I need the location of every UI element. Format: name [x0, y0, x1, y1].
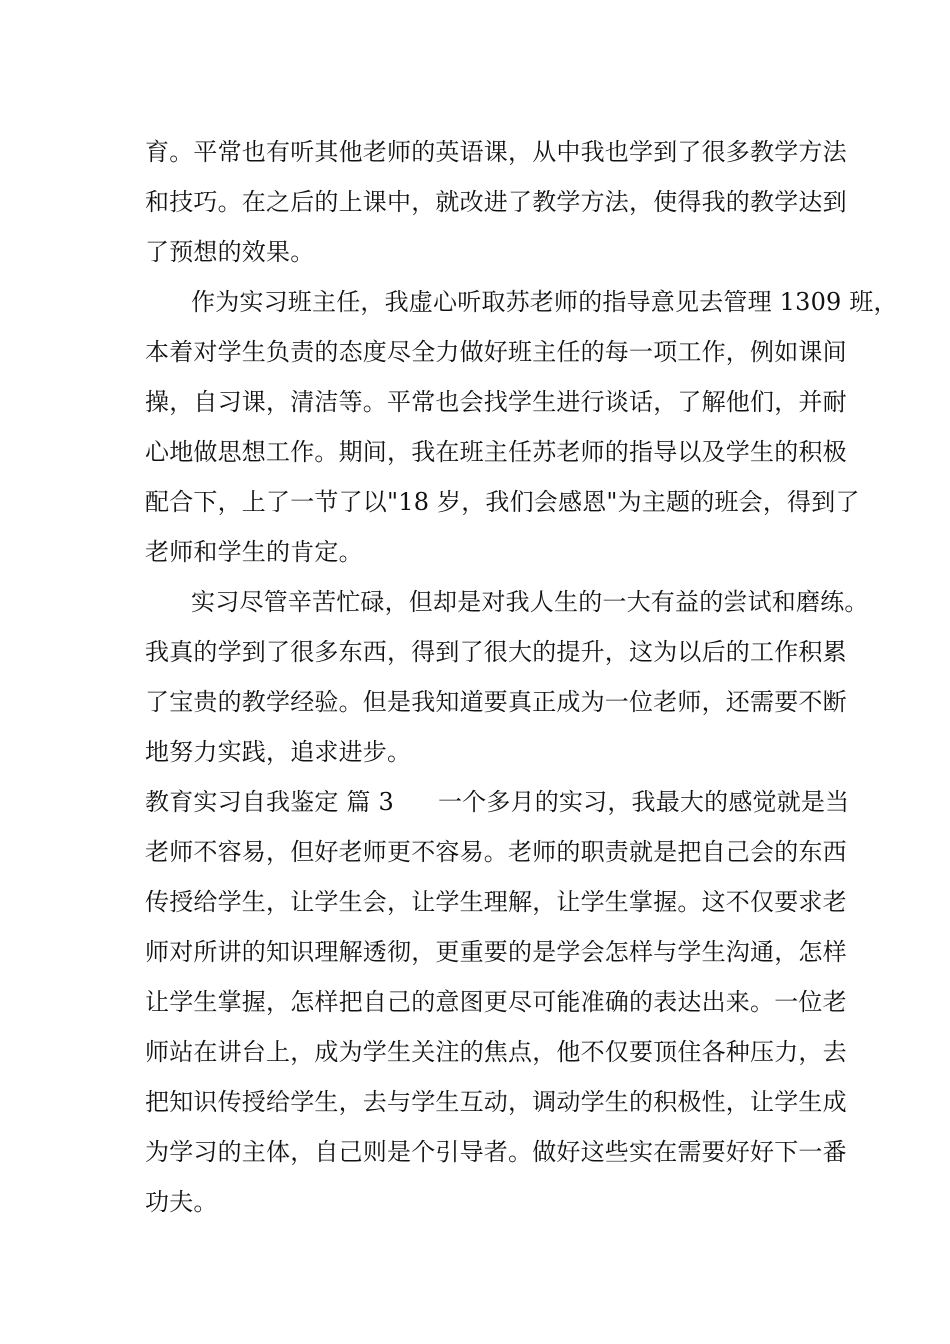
section-heading: 教育实习自我鉴定 篇 3 — [145, 788, 394, 816]
paragraph-line: 了宝贵的教学经验。但是我知道要真正成为一位老师，还需要不断 — [145, 688, 847, 716]
paragraph-line: 配合下，上了一节了以"18 岁，我们会感恩"为主题的班会，得到了 — [145, 488, 860, 516]
paragraph-line: 师对所讲的知识理解透彻，更重要的是学会怎样与学生沟通，怎样 — [145, 938, 847, 966]
paragraph-line: 老师和学生的肯定。 — [145, 538, 363, 566]
paragraph-line: 一个多月的实习，我最大的感觉就是当 — [437, 788, 850, 816]
paragraph-line: 让学生掌握，怎样把自己的意图更尽可能准确的表达出来。一位老 — [145, 988, 847, 1016]
paragraph-line: 操，自习课，清洁等。平常也会找学生进行谈话，了解他们，并耐 — [145, 388, 847, 416]
paragraph-line: 实习尽管辛苦忙碌，但却是对我人生的一大有益的尝试和磨练。 — [191, 588, 869, 616]
paragraph-line: 师站在讲台上，成为学生关注的焦点，他不仅要顶住各种压力，去 — [145, 1038, 847, 1066]
paragraph-line: 心地做思想工作。期间，我在班主任苏老师的指导以及学生的积极 — [145, 438, 847, 466]
paragraph-line: 了预想的效果。 — [145, 238, 315, 266]
paragraph-line: 功夫。 — [145, 1188, 218, 1216]
paragraph-line: 地努力实践，追求进步。 — [145, 738, 412, 766]
paragraph-line: 育。平常也有听其他老师的英语课，从中我也学到了很多教学方法 — [145, 138, 847, 166]
paragraph-line: 传授给学生，让学生会，让学生理解，让学生掌握。这不仅要求老 — [145, 888, 847, 916]
paragraph-line: 我真的学到了很多东西，得到了很大的提升，这为以后的工作积累 — [145, 638, 847, 666]
paragraph-line: 把知识传授给学生，去与学生互动，调动学生的积极性，让学生成 — [145, 1088, 847, 1116]
paragraph-line: 作为实习班主任，我虚心听取苏老师的指导意见去管理 1309 班， — [191, 288, 898, 316]
paragraph-line: 老师不容易，但好老师更不容易。老师的职责就是把自己会的东西 — [145, 838, 847, 866]
paragraph-line: 本着对学生负责的态度尽全力做好班主任的每一项工作，例如课间 — [145, 338, 847, 366]
paragraph-line: 和技巧。在之后的上课中，就改进了教学方法，使得我的教学达到 — [145, 188, 847, 216]
section-heading-line — [145, 782, 850, 822]
paragraph-line: 为学习的主体，自己则是个引导者。做好这些实在需要好好下一番 — [145, 1138, 847, 1166]
